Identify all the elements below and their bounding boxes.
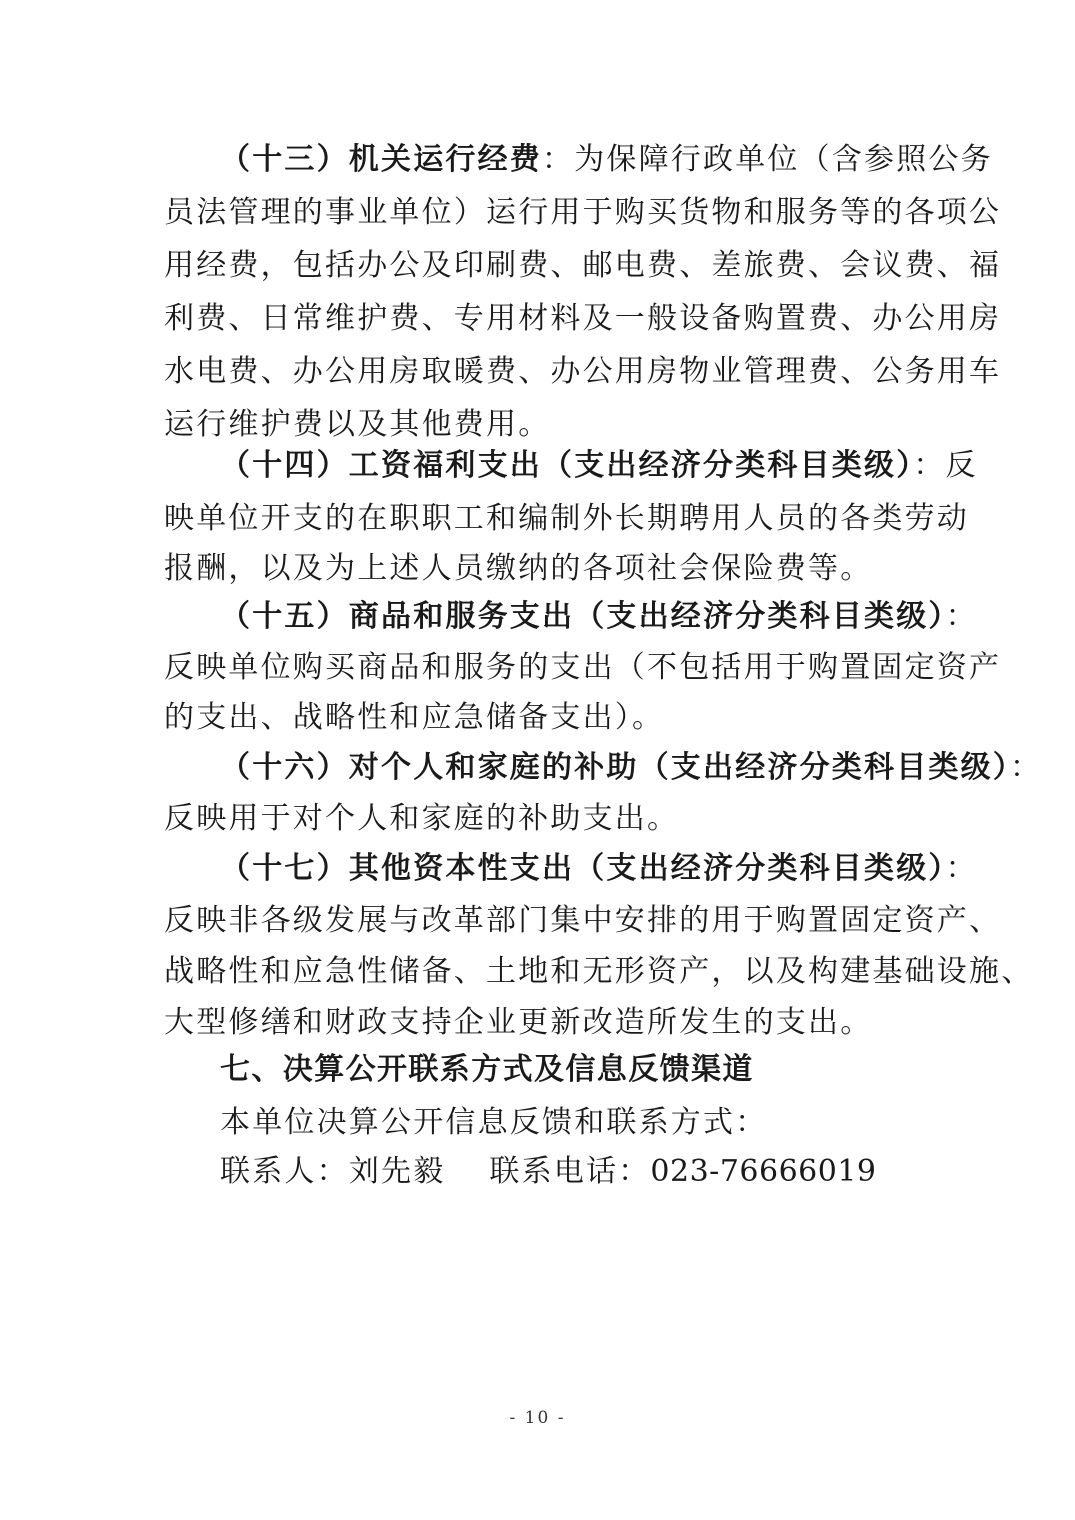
section-7-heading: 七、决算公开联系方式及信息反馈渠道: [220, 1052, 754, 1087]
paragraph-14-line-1: [220, 446, 978, 486]
paragraph-13-line-4: 利费、日常维护费、专用材料及一般设备购置费、办公用房: [164, 301, 1002, 336]
paragraph-14-title: （十四）工资福利支出（支出经济分类科目类级）: [220, 448, 914, 483]
paragraph-16-text: ：: [1010, 750, 1043, 785]
paragraph-17-text: ：: [945, 851, 978, 886]
paragraph-14-line-3: 报酬，以及为上述人员缴纳的各项社会保险费等。: [164, 551, 873, 586]
section-7-intro: 本单位决算公开信息反馈和联系方式：: [220, 1105, 768, 1140]
paragraph-16-line-1: [220, 748, 1042, 788]
phone-number: 023-76666019: [650, 1154, 877, 1189]
paragraph-13-title: （十三）机关运行经费: [220, 142, 542, 177]
paragraph-13-line-3: 用经费，包括办公及印刷费、邮电费、差旅费、会议费、福: [164, 248, 1002, 283]
paragraph-14-text: ：反: [913, 448, 978, 483]
contact-line: [220, 1152, 877, 1192]
paragraph-14-line-2: 映单位开支的在职职工和编制外长期聘用人员的各类劳动: [164, 501, 969, 536]
paragraph-16-line-2: 反映用于对个人和家庭的补助支出。: [164, 801, 680, 836]
contact-label: 联系人：: [220, 1154, 349, 1189]
paragraph-13-line-2: 员法管理的事业单位）运行用于购买货物和服务等的各项公: [164, 195, 1002, 230]
paragraph-15-line-1: [220, 597, 978, 637]
paragraph-17-line-4: 大型修缮和财政支持企业更新改造所发生的支出。: [164, 1005, 873, 1040]
paragraph-13-line-6: 运行维护费以及其他费用。: [164, 407, 551, 442]
paragraph-15-title: （十五）商品和服务支出（支出经济分类科目类级）: [220, 599, 946, 634]
paragraph-17-line-1: [220, 849, 978, 889]
paragraph-13-line-1: [220, 140, 993, 180]
page-number: - 10 -: [509, 1408, 566, 1428]
paragraph-17-line-3: 战略性和应急性储备、土地和无形资产，以及构建基础设施、: [164, 954, 1034, 989]
paragraph-13-line-5: 水电费、办公用房取暖费、办公用房物业管理费、公务用车: [164, 354, 1002, 389]
paragraph-15-text: ：: [945, 599, 978, 634]
paragraph-15-line-3: 的支出、战略性和应急储备支出）。: [164, 700, 665, 735]
phone-label: 联系电话：: [489, 1154, 651, 1189]
paragraph-16-title: （十六）对个人和家庭的补助（支出经济分类科目类级）: [220, 750, 1010, 785]
paragraph-17-line-2: 反映非各级发展与改革部门集中安排的用于购置固定资产、: [164, 903, 1002, 938]
paragraph-13-text: ：为保障行政单位（含参照公务: [542, 142, 993, 177]
contact-name: 刘先毅: [348, 1154, 446, 1189]
paragraph-17-title: （十七）其他资本性支出（支出经济分类科目类级）: [220, 851, 946, 886]
paragraph-15-line-2: 反映单位购买商品和服务的支出（不包括用于购置固定资产: [164, 650, 1002, 685]
